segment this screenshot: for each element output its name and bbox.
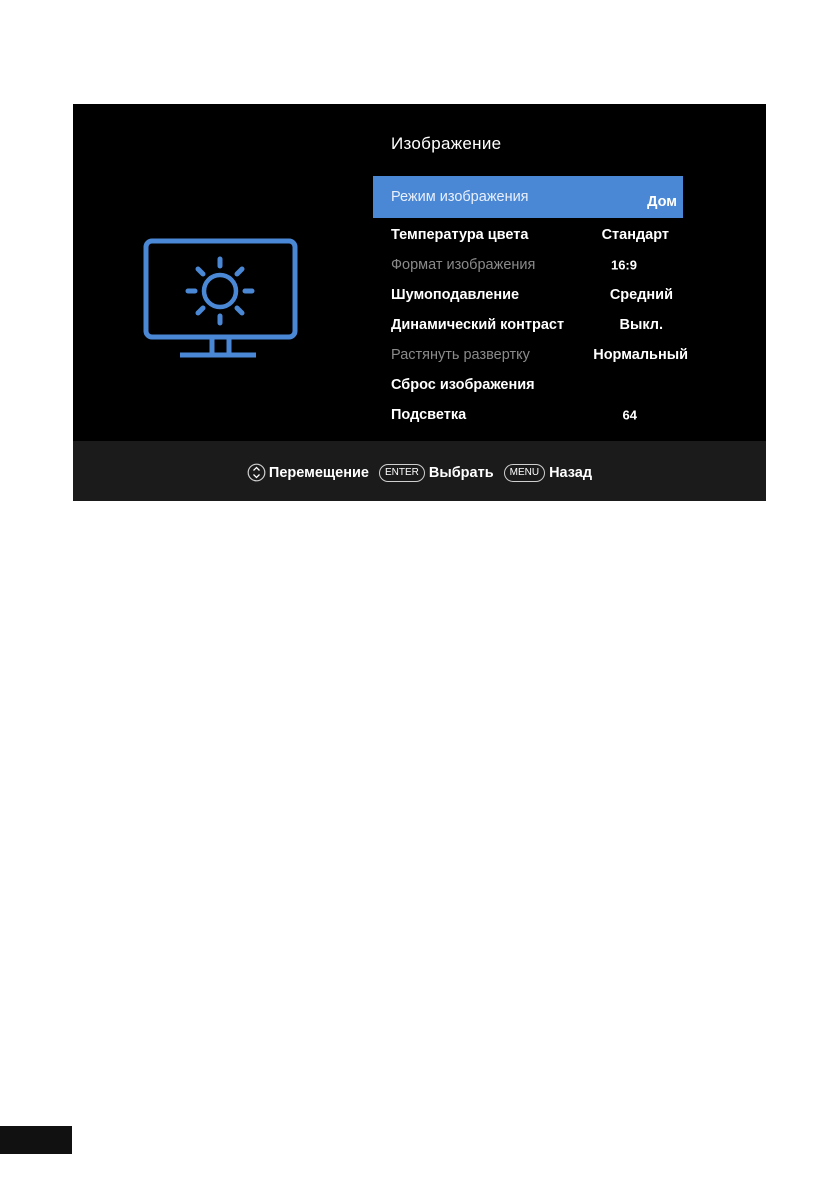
menu-item-dynamic-contrast[interactable] bbox=[373, 310, 683, 340]
hint-move bbox=[247, 463, 369, 482]
menu-item-picture-mode[interactable] bbox=[373, 176, 683, 218]
hint-enter bbox=[379, 464, 494, 482]
menu-item-label: Подсветка bbox=[391, 407, 467, 423]
menu-item-label: Температура цвета bbox=[391, 227, 529, 243]
menu-item-overscan bbox=[373, 340, 688, 370]
menu-item-label: Растянуть развертку bbox=[391, 347, 530, 363]
menu-item-value: Выкл. bbox=[619, 317, 663, 333]
hint-menu-label: Назад bbox=[549, 464, 593, 481]
menu-item-noise-reduction[interactable] bbox=[373, 280, 683, 310]
menu-item-color-temperature[interactable] bbox=[373, 220, 683, 250]
tv-screen bbox=[73, 104, 766, 501]
menu-item-value: Дом bbox=[647, 194, 677, 211]
menu-item-label: Формат изображения bbox=[391, 257, 536, 273]
menu-item-label: Шумоподавление bbox=[391, 287, 520, 303]
hint-enter-label: Выбрать bbox=[428, 464, 494, 481]
menu-item-value: Нормальный bbox=[593, 347, 688, 363]
menu-title: Изображение bbox=[391, 134, 502, 153]
menu-item-backlight[interactable] bbox=[373, 400, 683, 430]
enter-key-badge: ENTER bbox=[379, 464, 425, 482]
footer-hint-bar bbox=[73, 441, 766, 501]
hint-menu bbox=[504, 464, 592, 482]
menu-item-value: 16:9 bbox=[610, 257, 637, 273]
menu-item-value: 64 bbox=[622, 407, 637, 423]
menu-item-label: Динамический контраст bbox=[391, 317, 565, 333]
key-hints bbox=[73, 463, 766, 482]
up-down-arrows-icon bbox=[247, 463, 266, 482]
picture-settings-list bbox=[373, 176, 688, 430]
menu-item-value: Стандарт bbox=[601, 227, 669, 243]
menu-item-aspect-ratio bbox=[373, 250, 683, 280]
hint-move-label: Перемещение bbox=[268, 464, 369, 481]
menu-item-picture-reset[interactable] bbox=[373, 370, 683, 400]
menu-key-badge: MENU bbox=[504, 464, 545, 482]
menu-item-label: Сброс изображения bbox=[391, 377, 535, 393]
monitor-brightness-icon bbox=[143, 238, 301, 364]
page-corner-tab bbox=[0, 1126, 72, 1154]
menu-item-label: Режим изображения bbox=[391, 189, 529, 205]
menu-item-value: Средний bbox=[609, 287, 673, 303]
